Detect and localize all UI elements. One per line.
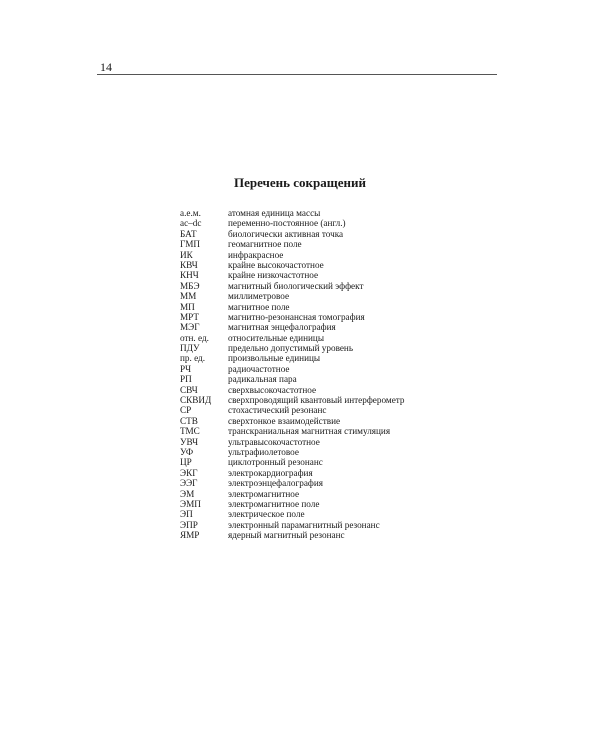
abbreviation-term: УФ: [180, 446, 194, 457]
abbreviation-definition: ядерный магнитный резонанс: [228, 530, 345, 541]
abbreviation-row: [180, 489, 405, 499]
abbreviation-row: [180, 437, 405, 447]
abbreviation-row: [180, 312, 405, 322]
abbreviation-term: ЭЭГ: [180, 478, 198, 489]
abbreviation-definition: электрическое поле: [228, 509, 305, 520]
abbreviation-row: [180, 395, 405, 405]
abbreviation-definition: электронный парамагнитный резонанс: [228, 519, 380, 530]
abbreviation-term: МЭГ: [180, 322, 200, 333]
abbreviation-row: [180, 260, 405, 270]
abbreviation-definition: электромагнитное: [228, 488, 300, 499]
page-number: 14: [100, 60, 112, 74]
abbreviation-definition: геомагнитное поле: [228, 239, 302, 250]
abbreviation-list: [180, 208, 405, 541]
abbreviation-term: а.е.м.: [180, 208, 201, 218]
abbreviation-row: [180, 229, 405, 239]
abbreviation-term: ЭПР: [180, 519, 198, 530]
abbreviation-row: [180, 530, 405, 540]
abbreviation-row: [180, 343, 405, 353]
abbreviation-definition: радиочастотное: [228, 363, 290, 374]
abbreviation-definition: транскраниальная магнитная стимуляция: [228, 426, 391, 437]
abbreviation-term: КНЧ: [180, 270, 199, 281]
abbreviation-row: [180, 478, 405, 488]
abbreviation-row: [180, 447, 405, 457]
abbreviation-definition: относительные единицы: [228, 332, 325, 343]
abbreviation-term: СВЧ: [180, 384, 198, 395]
abbreviation-definition: переменно-постоянное (англ.): [228, 218, 346, 229]
abbreviation-term: РП: [180, 374, 192, 385]
abbreviation-row: [180, 302, 405, 312]
abbreviation-definition: крайне высокочастотное: [228, 259, 324, 270]
abbreviation-definition: стохастический резонанс: [228, 405, 327, 416]
abbreviation-row: [180, 499, 405, 509]
abbreviation-definition: произвольные единицы: [228, 353, 321, 364]
abbreviation-term: МРТ: [180, 311, 200, 322]
abbreviation-row: [180, 333, 405, 343]
abbreviation-definition: крайне низкочастотное: [228, 270, 319, 281]
abbreviation-term: ИК: [180, 249, 193, 260]
abbreviation-definition: сверхвысокочастотное: [228, 384, 317, 395]
abbreviation-definition: инфракрасное: [228, 249, 284, 260]
abbreviation-definition: циклотронный резонанс: [228, 457, 323, 468]
abbreviation-term: ЭКГ: [180, 467, 198, 478]
abbreviation-row: [180, 374, 405, 384]
abbreviation-definition: биологически активная точка: [228, 228, 344, 239]
abbreviation-definition: магнитно-резонансная томография: [228, 311, 365, 322]
abbreviation-row: [180, 250, 405, 260]
abbreviation-term: ММ: [180, 291, 197, 302]
abbreviation-term: МБЭ: [180, 280, 200, 291]
abbreviation-term: ЦР: [180, 457, 192, 468]
abbreviation-term: СР: [180, 405, 192, 416]
abbreviation-term: отн. ед.: [180, 332, 209, 343]
abbreviation-term: ЭМ: [180, 488, 195, 499]
abbreviation-term: СКВИД: [180, 395, 212, 406]
abbreviation-term: СТВ: [180, 415, 198, 426]
abbreviation-row: [180, 405, 405, 415]
abbreviation-definition: электроэнцефалография: [228, 478, 324, 489]
abbreviation-row: [180, 281, 405, 291]
abbreviation-row: [180, 353, 405, 363]
abbreviation-definition: миллиметровое: [228, 291, 290, 302]
abbreviation-term: УВЧ: [180, 436, 199, 447]
header-rule: [97, 74, 497, 75]
abbreviation-row: [180, 426, 405, 436]
abbreviation-term: ЭП: [180, 509, 193, 520]
abbreviation-definition: ультравысокочастотное: [228, 436, 320, 447]
abbreviation-definition: магнитный биологический эффект: [228, 280, 364, 291]
abbreviation-term: ГМП: [180, 239, 200, 250]
abbreviation-definition: радикальная пара: [228, 374, 297, 385]
abbreviation-definition: магнитная энцефалография: [228, 322, 336, 333]
abbreviation-definition: атомная единица массы: [228, 208, 321, 218]
abbreviation-row: [180, 364, 405, 374]
abbreviation-row: [180, 457, 405, 467]
abbreviation-row: [180, 509, 405, 519]
abbreviation-term: ЭМП: [180, 498, 201, 509]
abbreviation-term: ПДУ: [180, 343, 200, 354]
abbreviation-term: КВЧ: [180, 259, 198, 270]
abbreviation-term: пр. ед.: [180, 353, 206, 364]
abbreviation-definition: сверхтонкое взаимодействие: [228, 415, 341, 426]
page-title: Перечень сокращений: [234, 175, 366, 190]
abbreviation-row: [180, 291, 405, 301]
abbreviation-row: [180, 270, 405, 280]
abbreviation-term: ТМС: [180, 426, 200, 437]
abbreviation-definition: магнитное поле: [228, 301, 290, 312]
abbreviation-term: РЧ: [180, 363, 192, 374]
abbreviation-definition: сверхпроводящий квантовый интерферометр: [228, 395, 405, 406]
abbreviation-term: ЯМР: [180, 530, 200, 541]
abbreviation-term: МП: [180, 301, 195, 312]
abbreviation-row: [180, 239, 405, 249]
abbreviation-row: [180, 468, 405, 478]
abbreviation-row: [180, 416, 405, 426]
abbreviation-row: [180, 520, 405, 530]
abbreviation-definition: ультрафиолетовое: [228, 446, 299, 457]
abbreviation-definition: электрокардиография: [228, 467, 313, 478]
abbreviation-term: ac–dc: [180, 218, 202, 229]
abbreviation-term: БАТ: [180, 228, 197, 239]
abbreviation-row: [180, 322, 405, 332]
abbreviation-row: [180, 208, 405, 218]
abbreviation-row: [180, 385, 405, 395]
abbreviation-definition: предельно допустимый уровень: [228, 343, 354, 354]
abbreviation-definition: электромагнитное поле: [228, 498, 320, 509]
abbreviation-row: [180, 218, 405, 228]
